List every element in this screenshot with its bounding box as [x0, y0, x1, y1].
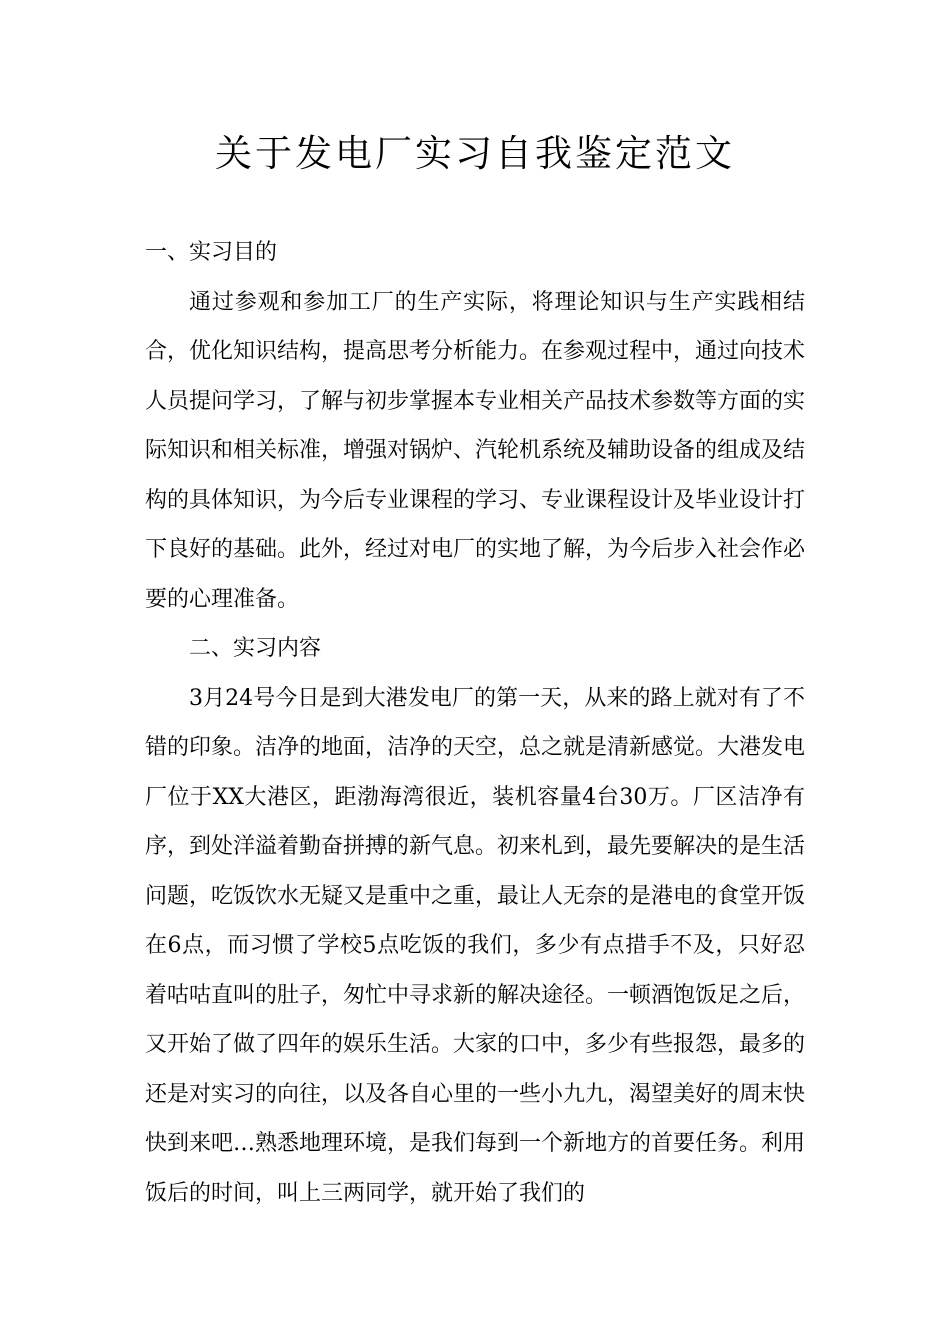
document-body	[145, 228, 805, 1218]
section-heading-purpose: 一、实习目的	[145, 240, 278, 265]
section-heading-content: 二、实习内容	[189, 636, 322, 661]
paragraph-purpose: 通过参观和参加工厂的生产实际，将理论知识与生产实践相结合，优化知识结构，提高思考分析能力。在参观过程中，通过向技术人员提问学习，了解与初步掌握本专业相关产品技术参数等方面的实际知识和相关标准，增强对锅炉、汽轮机系统及辅助设备的组成及结构的具体知识，为今后专业课程的学习、专业课程设计及毕业设计打下良好的基础。此外，经过对电厂的实地了解，为今后步入社会作必要的心理准备。	[145, 289, 806, 612]
document-title: 关于发电厂实习自我鉴定范文	[215, 132, 735, 175]
paragraph-content: 3月24号今日是到大港发电厂的第一天，从来的路上就对有了不错的印象。洁净的地面，洁净的天空，总之就是清新感觉。大港发电厂位于XX大港区，距渤海湾很近，装机容量4台30万。厂区洁净有序，到处洋溢着勤奋拼搏的新气息。初来札到，最先要解决的是生活问题，吃饭饮水无疑又是重中之重，最让人无奈的是港电的食堂开饭在6点，而习惯了学校5点吃饭的我们，多少有点措手不及，只好忍着咕咕直叫的肚子，匆忙中寻求新的解决途径。一顿酒饱饭足之后，又开始了做了四年的娱乐生活。大家的口中，多少有些报怨，最多的还是对实习的向往，以及各自心里的一些小九九，渴望美好的周末快快到来吧…熟悉地理环境，是我们每到一个新地方的首要任务。利用饭后的时间，叫上三两同学，就开始了我们的	[145, 685, 806, 1206]
